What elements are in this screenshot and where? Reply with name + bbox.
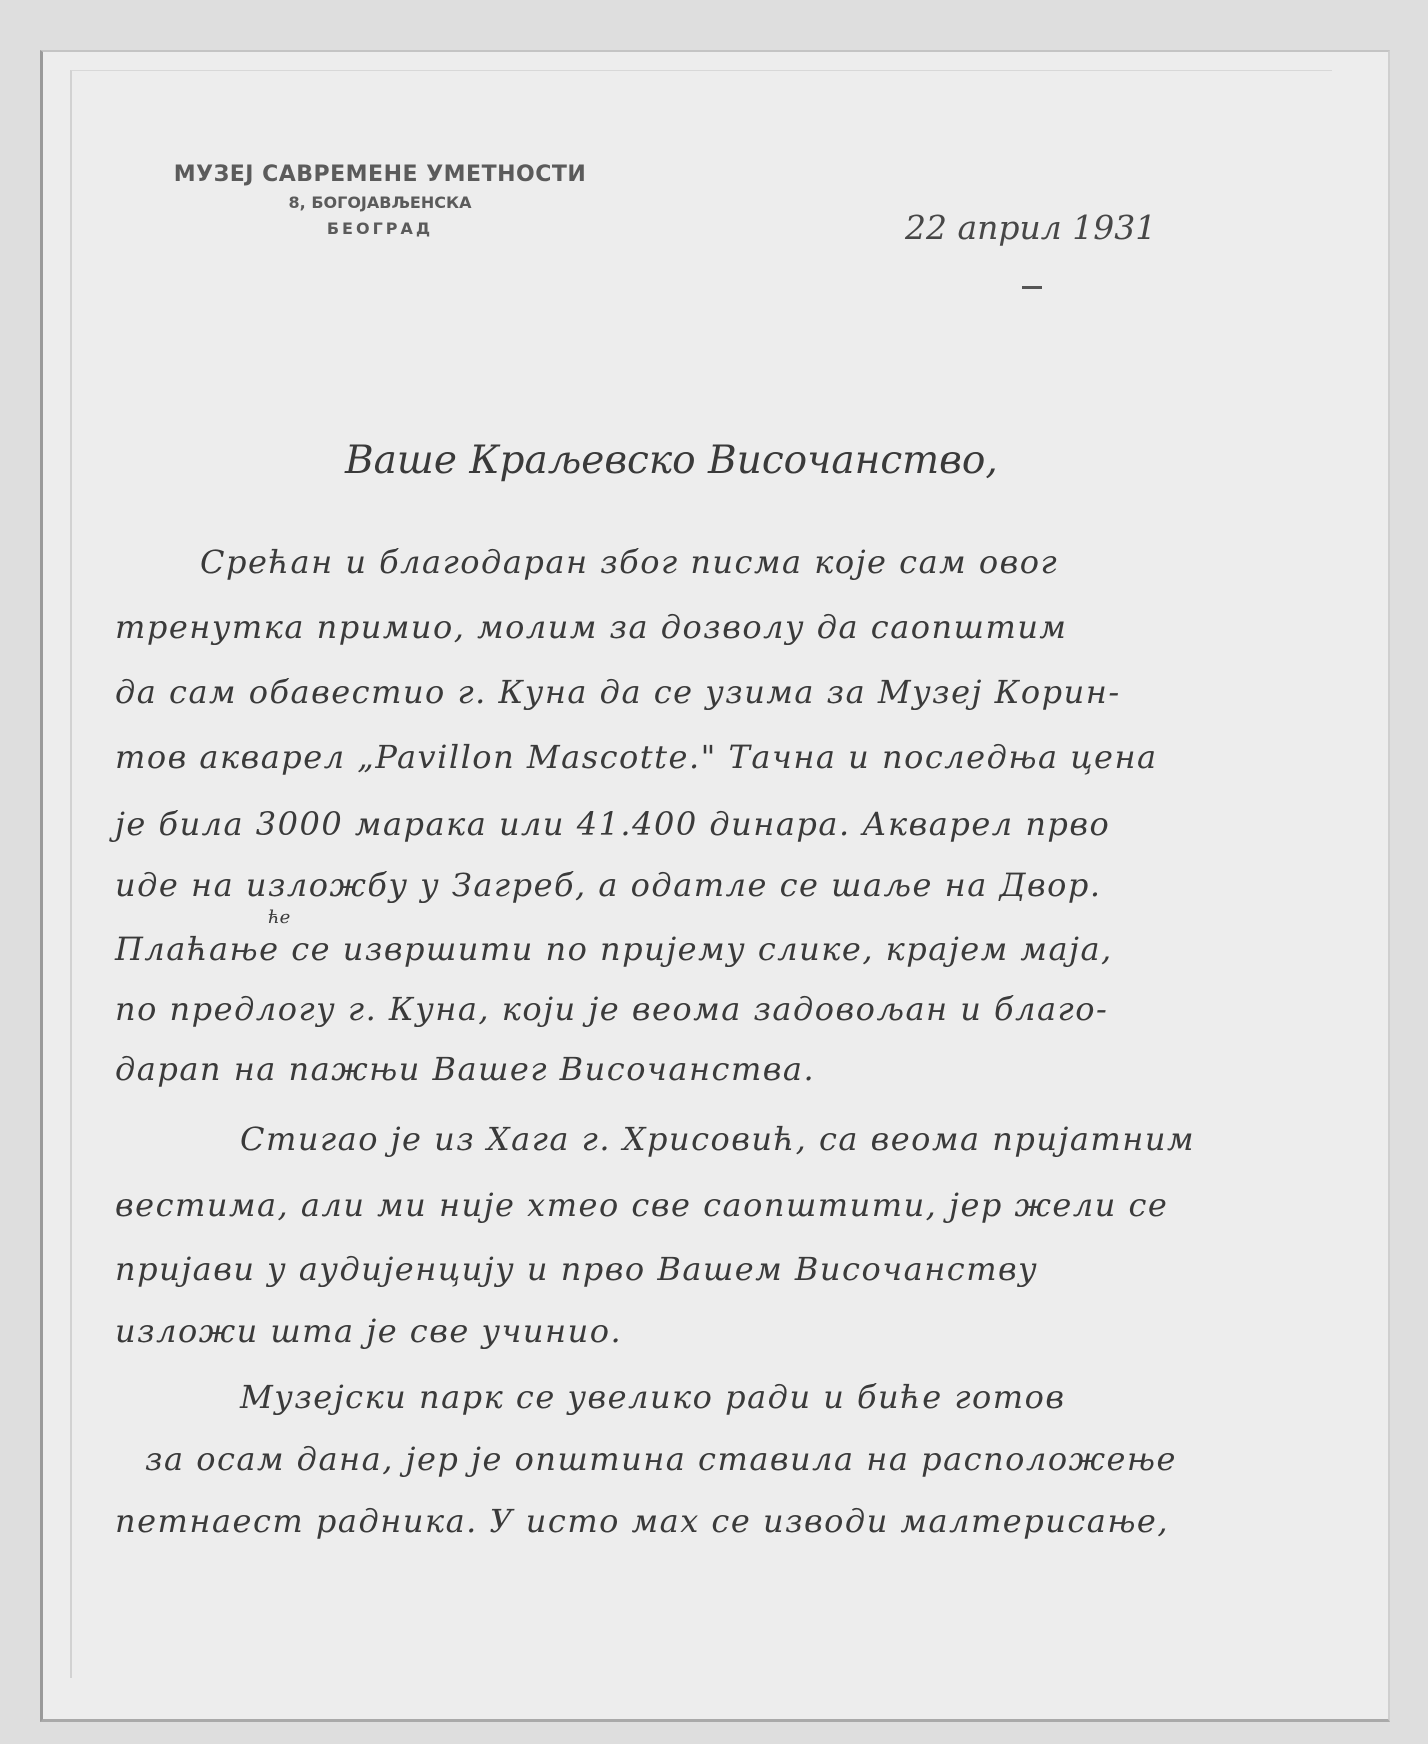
date-dash	[1022, 286, 1042, 289]
body-line: по предлогу г. Куна, који је веома задовољан и благо-	[115, 990, 1109, 1028]
body-line: за осам дана, јер је општина ставила на расположење	[145, 1440, 1177, 1478]
body-line: петнаест радника. У исто мах се изводи малтерисање,	[115, 1502, 1170, 1540]
letterhead-street: 8, БОГОЈАВЉЕНСКА	[288, 193, 472, 212]
body-line: дарап на пажњи Вашег Височанства.	[115, 1050, 816, 1088]
body-line: тов акварел „Pavillon Mascotte." Тачна и последња цена	[115, 738, 1158, 776]
interline-insertion: ће	[268, 907, 291, 928]
body-line: Стигао је из Хага г. Хрисовић, са веома пријатним	[240, 1120, 1195, 1158]
body-line: пријави у аудијенцију и прво Вашем Височанству	[115, 1250, 1039, 1288]
letterhead	[160, 160, 600, 242]
body-line: је била 3000 марака или 41.400 динара. Акварел прво	[115, 805, 1111, 843]
body-line: иде на изложбу у Загреб, а одатле се шаље на Двор.	[115, 866, 1102, 904]
body-line: Плаћање се извршити по пријему слике, крајем маја,	[115, 930, 1113, 968]
body-line: Музејски парк се увелико ради и биће готов	[240, 1378, 1066, 1416]
letterhead-museum-name: МУЗЕЈ САВРЕМЕНЕ УМЕТНОСТИ	[173, 162, 587, 187]
body-line: Срећан и благодаран због писма које сам овог	[200, 543, 1059, 581]
body-line: тренутка примио, молим за дозволу да саопштим	[115, 608, 1068, 646]
salutation: Ваше Краљевско Височанство,	[345, 438, 998, 483]
body-line: да сам обавестио г. Куна да се узима за Музеј Корин-	[115, 673, 1121, 711]
letterhead-city: БЕОГРАД	[326, 219, 434, 238]
body-line: вестима, али ми није хтео све саопштити, јер жели се	[115, 1186, 1169, 1224]
letter-date: 22 април 1931	[905, 208, 1157, 247]
body-line: изложи шта је све учинио.	[115, 1312, 623, 1350]
